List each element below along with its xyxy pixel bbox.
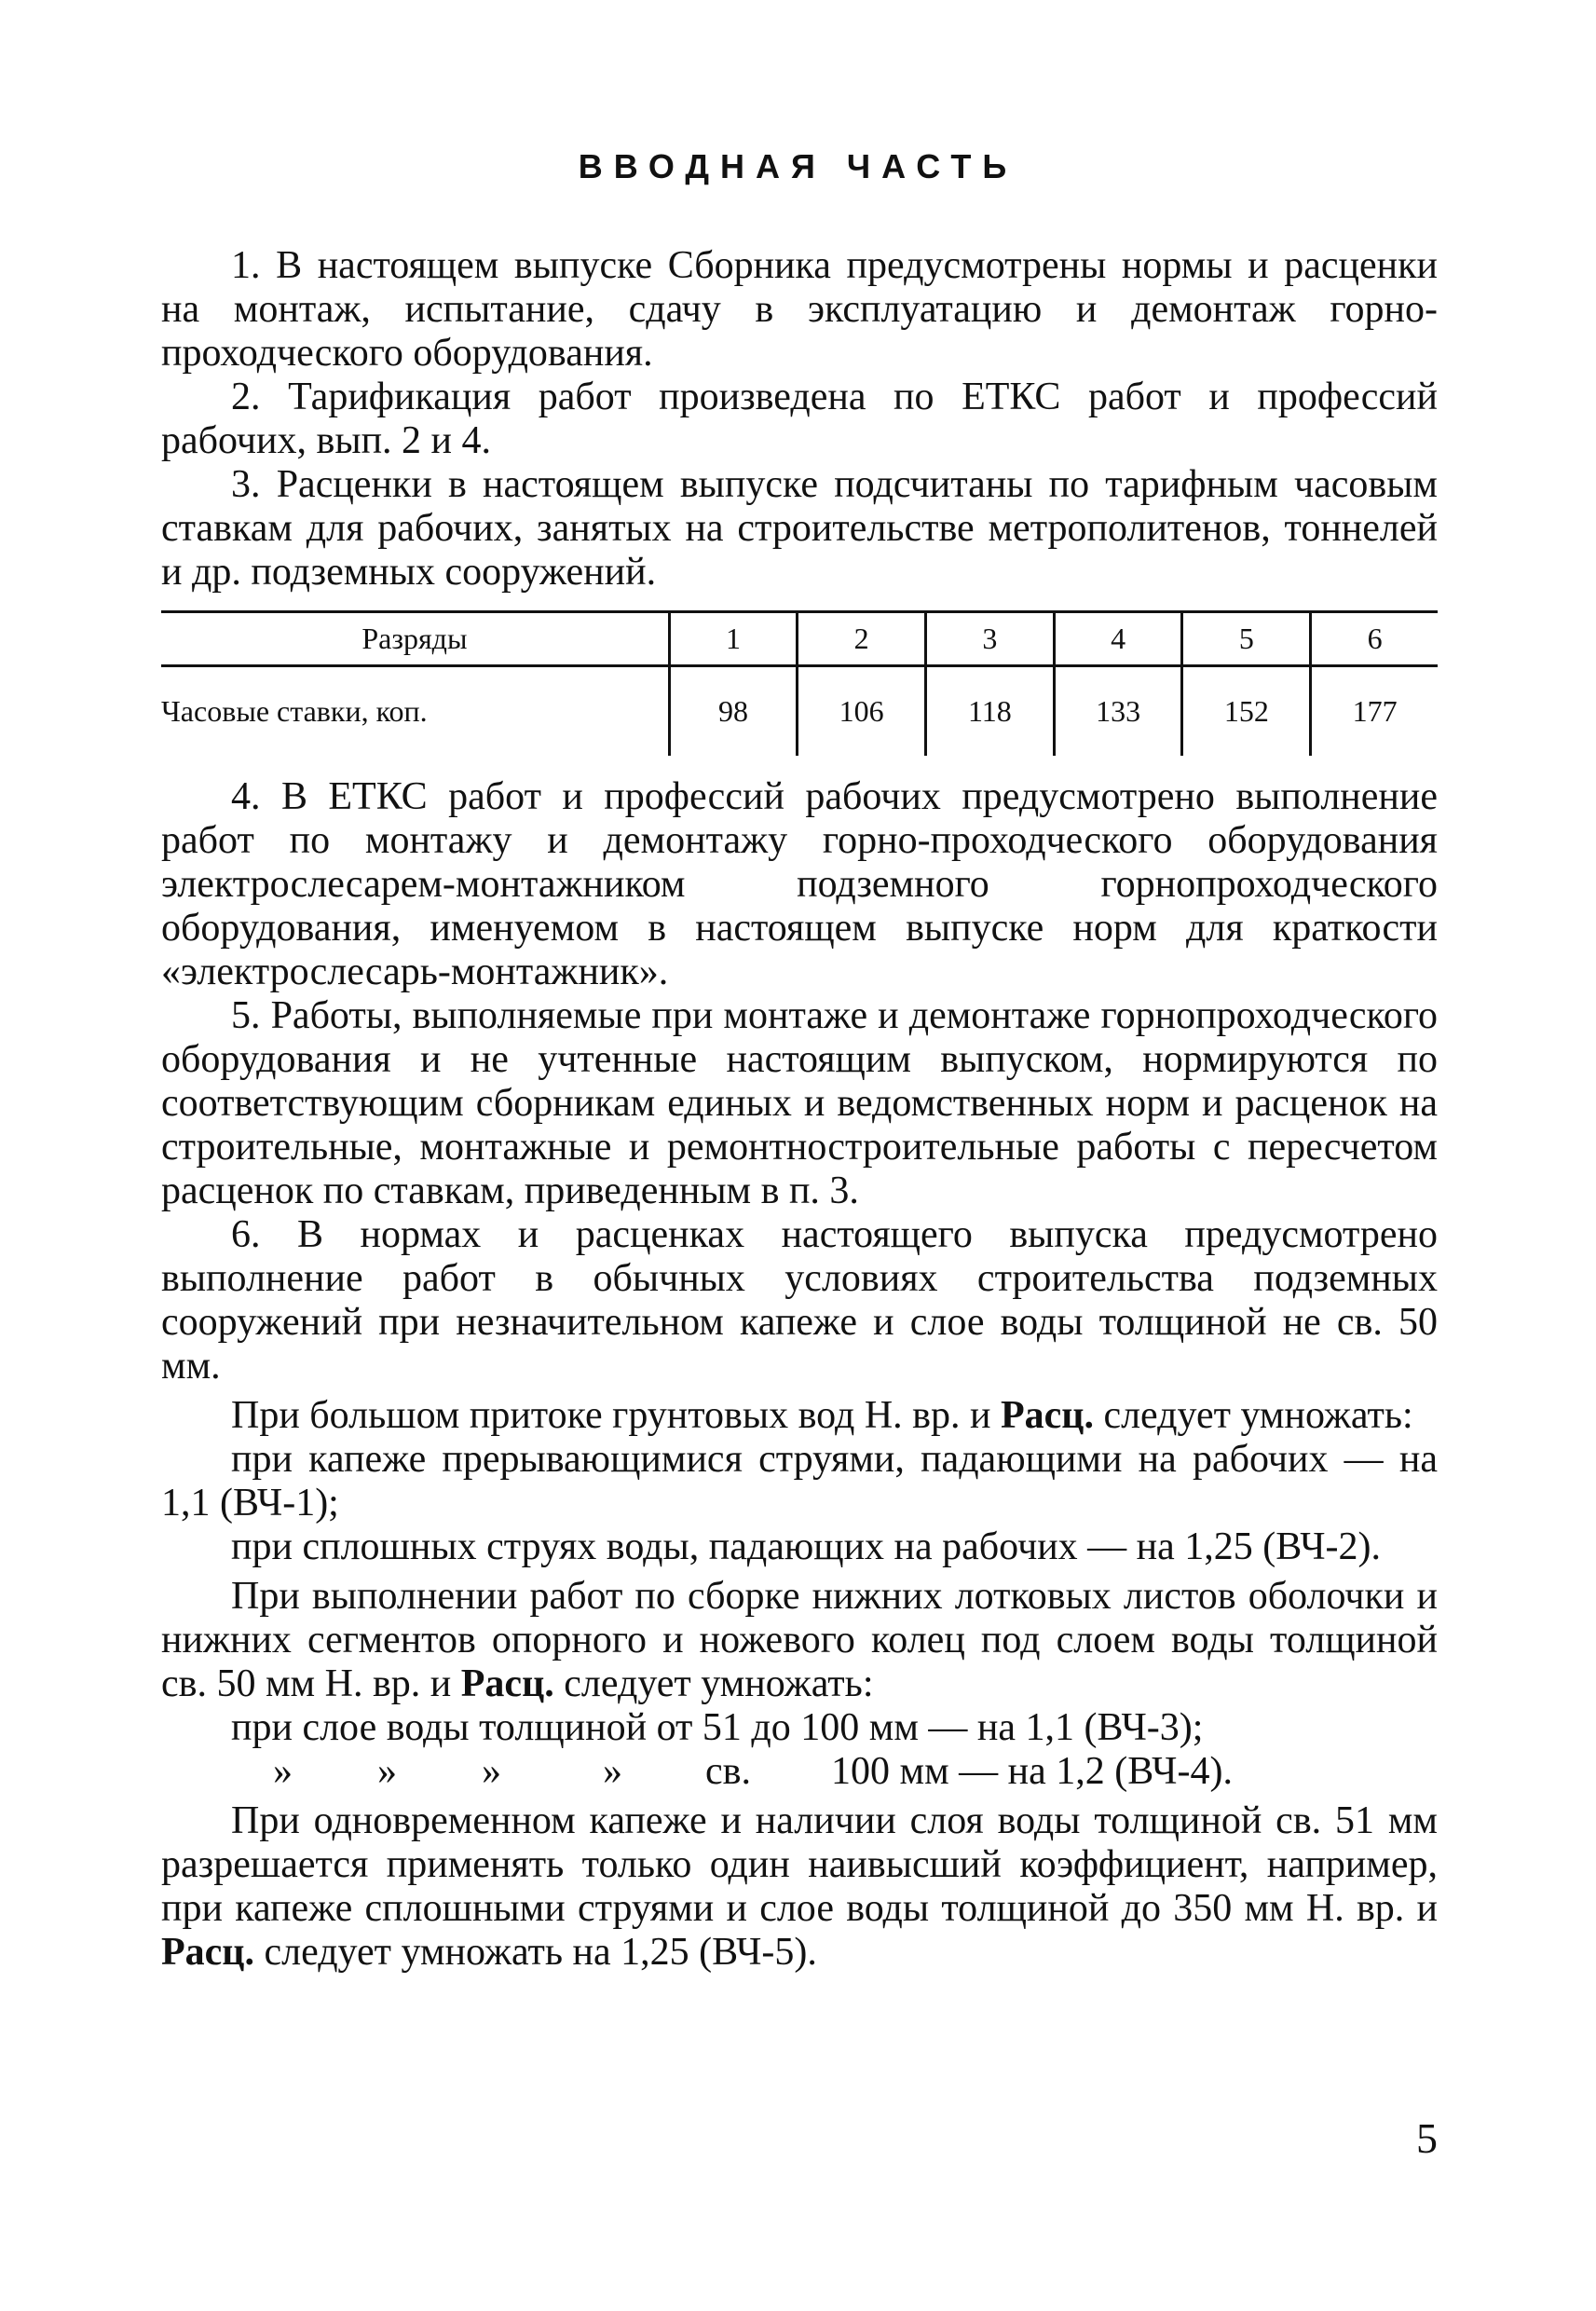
table-row bbox=[161, 666, 1438, 757]
paragraph-7-text: При большом притоке грунтовых вод Н. вр. и bbox=[231, 1394, 1001, 1437]
paragraph-3: 3. Расценки в настоящем выпуске подсчитаны по тарифным часовым ставкам для рабочих, занятых на строительстве метрополитенов, тоннелей и др. подземных сооружений. bbox=[161, 463, 1438, 594]
grade-cell: 4 bbox=[1054, 612, 1182, 666]
paragraph-13 bbox=[161, 1799, 1438, 1975]
paragraph-8: при капеже прерывающимися струями, падающими на рабочих — на 1,1 (ВЧ-1); bbox=[161, 1438, 1438, 1525]
table-header-row bbox=[161, 612, 1438, 666]
ditto-mark: » bbox=[377, 1750, 397, 1793]
rasc-term: Расц. bbox=[161, 1931, 254, 1974]
paragraph-9: при сплошных струях воды, падающих на рабочих — на 1,25 (ВЧ-2). bbox=[231, 1525, 1381, 1568]
paragraph-2: 2. Тарификация работ произведена по ЕТКС работ и профессий рабочих, вып. 2 и 4. bbox=[161, 376, 1438, 462]
ditto-mark: » bbox=[603, 1750, 622, 1793]
paragraph-12 bbox=[161, 1750, 1438, 1794]
rate-cell: 106 bbox=[798, 666, 926, 757]
paragraph-4: 4. В ЕТКС работ и профессий рабочих предусмотрено выполнение работ по монтажу и демонтажу горно-проходческого оборудования электрослесарем-монтажником подземного горнопроходческого оборудования, именуемом в настоящем выпуске норм для краткости «электрослесарь-монтажник». bbox=[161, 775, 1438, 993]
rasc-term: Расц. bbox=[1000, 1394, 1094, 1437]
rate-cell: 177 bbox=[1311, 666, 1438, 757]
paragraph-13-tail: следует умножать на 1,25 (ВЧ-5). bbox=[254, 1931, 817, 1974]
page-number: 5 bbox=[1416, 2114, 1438, 2162]
ditto-mark: » bbox=[482, 1750, 501, 1793]
grade-cell: 6 bbox=[1311, 612, 1438, 666]
paragraph-10-text: При выполнении работ по сборке нижних лотковых листов оболочки и нижних сегментов опорного и ножевого колец под слоем воды толщиной св. 50 мм Н. вр. и bbox=[161, 1575, 1438, 1705]
paragraph-1: 1. В настоящем выпуске Сборника предусмотрены нормы и расценки на монтаж, испытание, сдачу в эксплуатацию и демонтаж горно-проходческого оборудования. bbox=[161, 244, 1438, 375]
paragraph-12-tail: 100 мм — на 1,2 (ВЧ-4). bbox=[831, 1750, 1233, 1793]
intro-paragraphs bbox=[161, 244, 1438, 595]
paragraph-10-tail: следует умножать: bbox=[553, 1662, 874, 1705]
paragraph-7-tail: следует умножать: bbox=[1093, 1394, 1413, 1437]
paragraph-10 bbox=[161, 1575, 1438, 1706]
paragraph-11: при слое воды толщиной от 51 до 100 мм — на 1,1 (ВЧ-3); bbox=[231, 1706, 1204, 1749]
rate-cell: 118 bbox=[926, 666, 1055, 757]
sv-label: св. bbox=[705, 1750, 751, 1793]
paragraph-6: 6. В нормах и расценках настоящего выпуска предусмотрено выполнение работ в обычных условиях строительства подземных сооружений при незначительном капеже и слое воды толщиной не св. 50 мм. bbox=[161, 1213, 1438, 1388]
rate-cell: 98 bbox=[669, 666, 798, 757]
row-label: Часовые ставки, коп. bbox=[161, 694, 428, 728]
paragraph-5: 5. Работы, выполняемые при монтаже и демонтаже горнопроходческого оборудования и не учтенные настоящим выпуском, нормируются по соответствующим сборникам единых и ведомственных норм и расценок на строительные, монтажные и ремонтностроительные работы с пересчетом расценок по ставкам, приведенным в п. 3. bbox=[161, 994, 1438, 1212]
grade-cell: 2 bbox=[798, 612, 926, 666]
grade-cell: 5 bbox=[1182, 612, 1311, 666]
ditto-mark: » bbox=[273, 1750, 293, 1793]
grade-cell: 3 bbox=[926, 612, 1055, 666]
header-label: Разряды bbox=[161, 612, 669, 666]
hourly-rates-table bbox=[161, 610, 1438, 756]
rate-cell: 152 bbox=[1182, 666, 1311, 757]
rate-cell: 133 bbox=[1054, 666, 1182, 757]
main-paragraphs bbox=[161, 775, 1438, 1975]
paragraph-7 bbox=[161, 1394, 1438, 1438]
paragraph-13-text: При одновременном капеже и наличии слоя воды толщиной св. 51 мм разрешается применять только один наивысший коэффициент, например, при капеже сплошными струями и слое воды толщиной до 350 мм Н. вр. и bbox=[161, 1799, 1438, 1930]
page-title: ВВОДНАЯ ЧАСТЬ bbox=[578, 147, 1018, 185]
rasc-term: Расц. bbox=[460, 1662, 554, 1705]
grade-cell: 1 bbox=[669, 612, 798, 666]
